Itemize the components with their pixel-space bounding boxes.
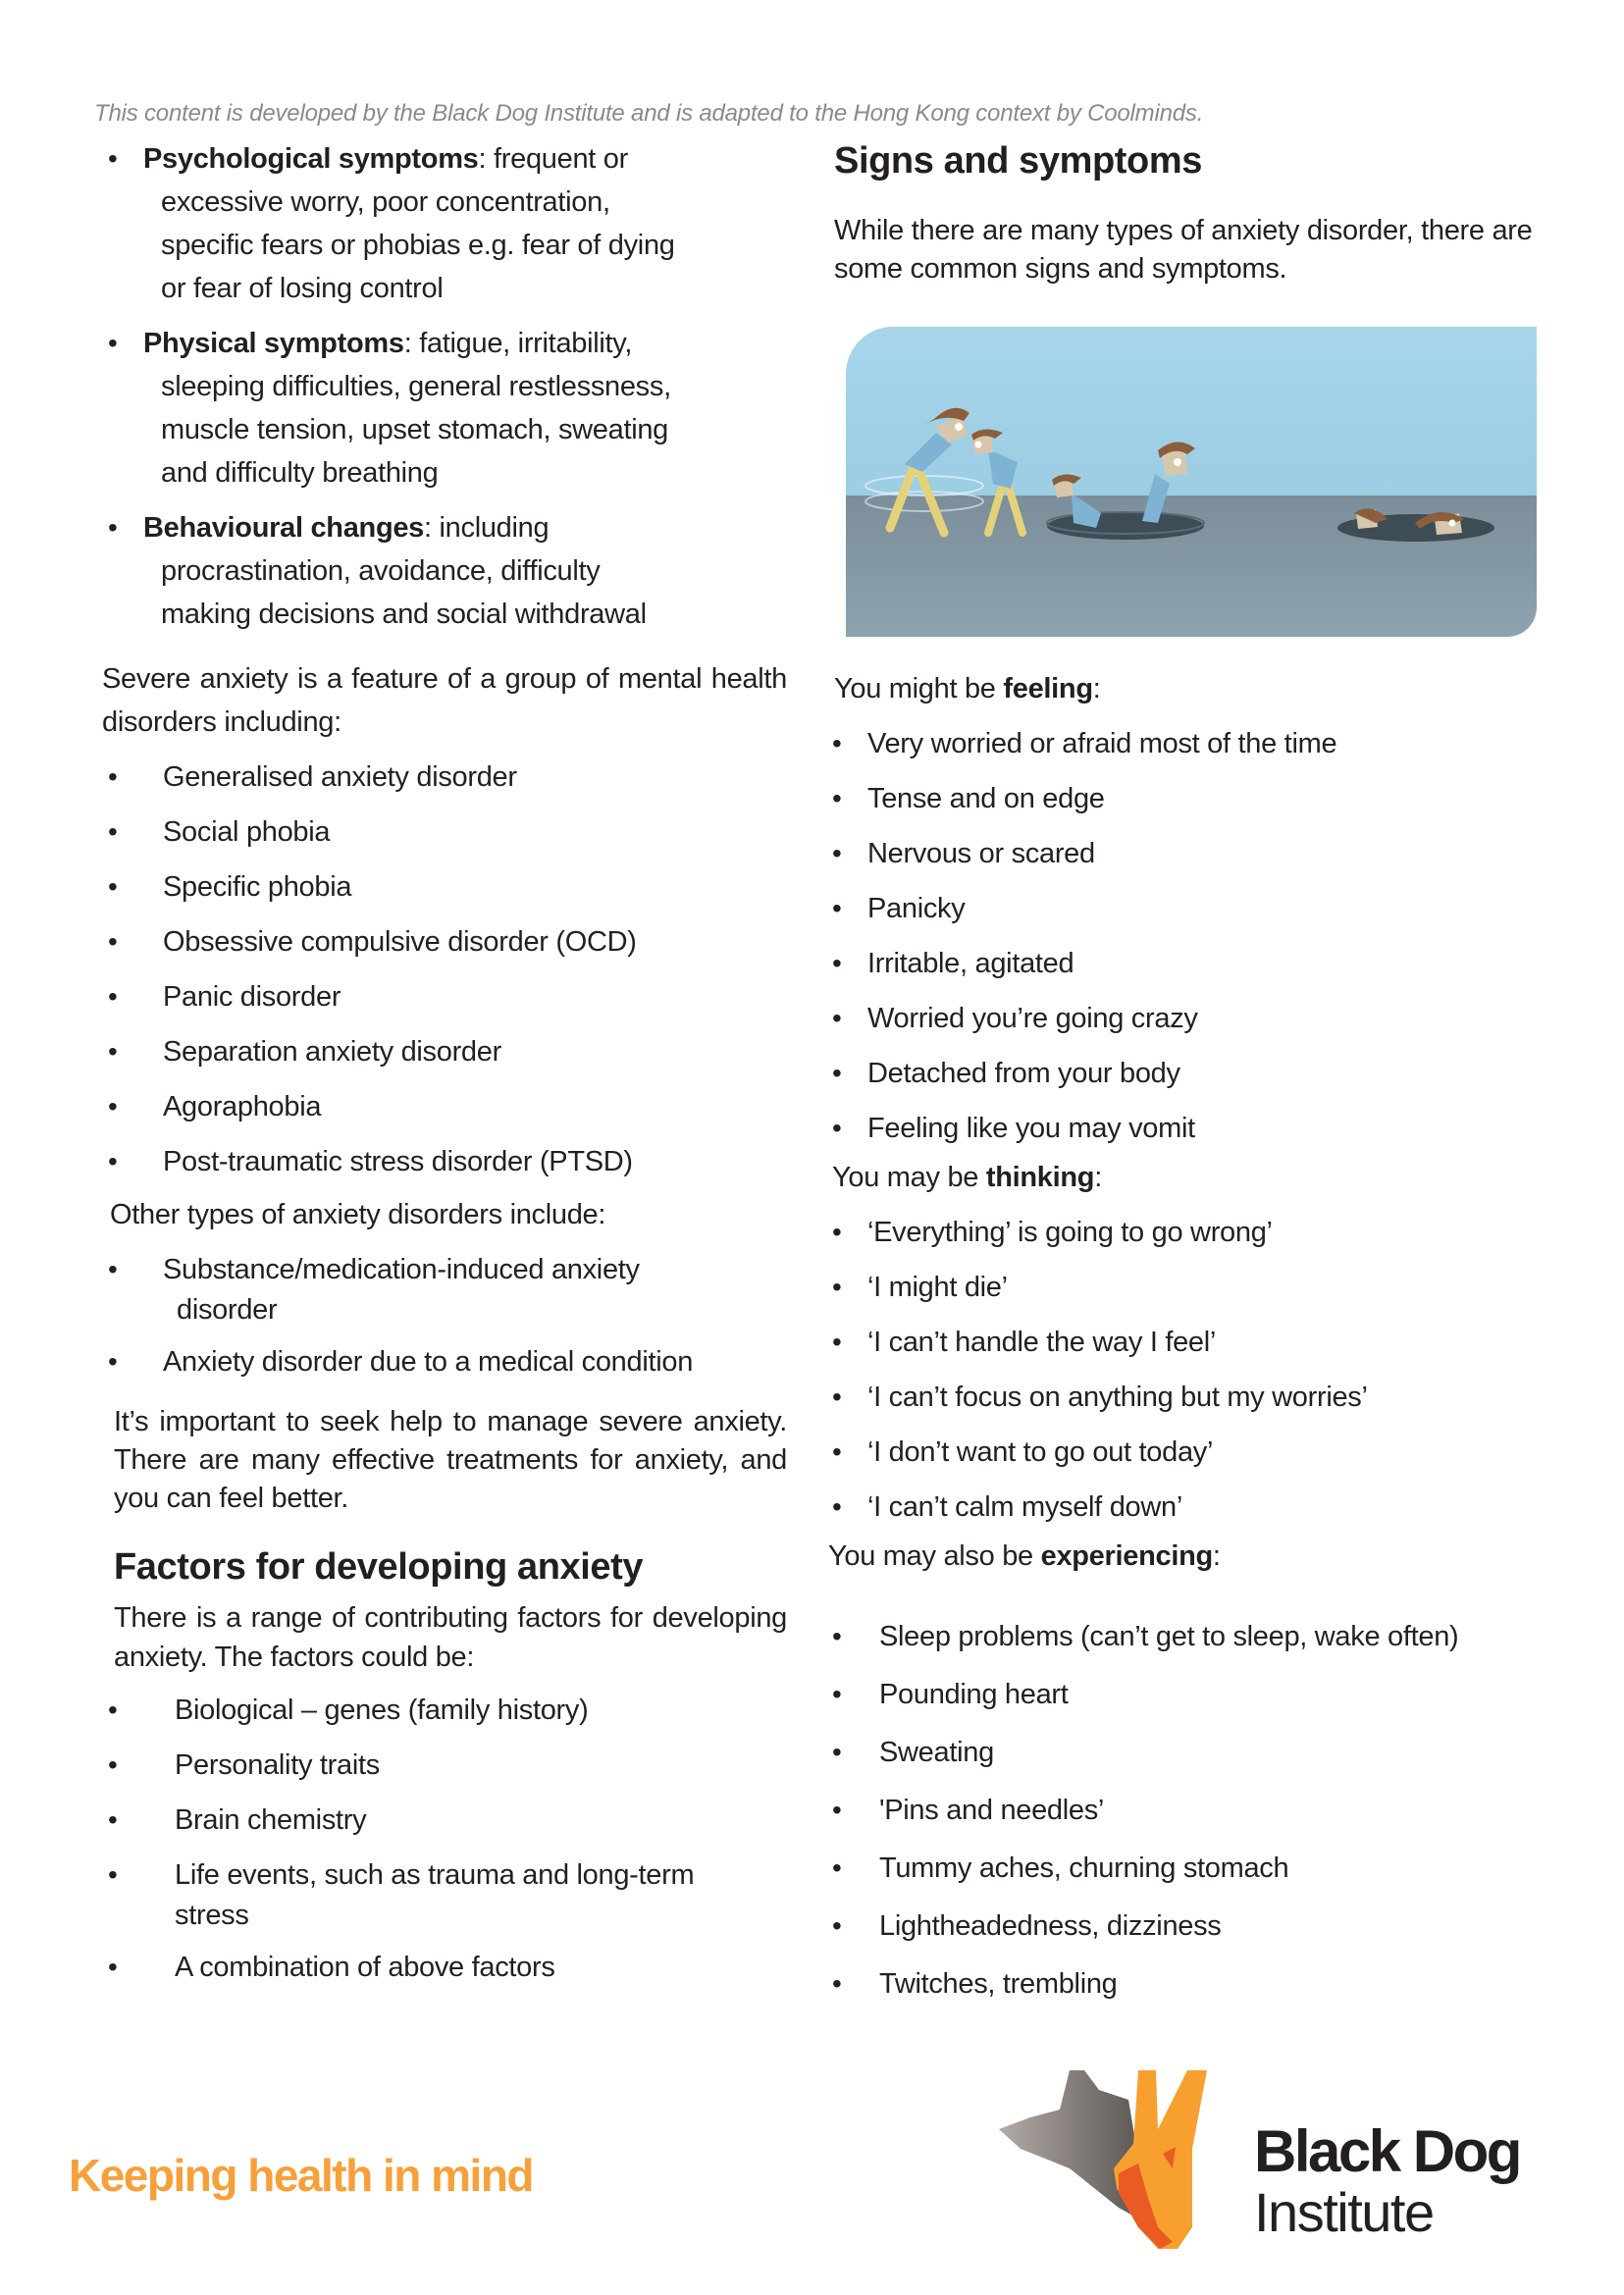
disorder-item-text: Specific phobia (163, 871, 352, 903)
symptom-group-item (104, 322, 787, 495)
thinking-item (832, 1486, 1558, 1529)
bullet-icon: • (108, 926, 118, 957)
symptom-group-line: excessive worry, poor concentration, (161, 186, 610, 218)
thinking-label (832, 1156, 1558, 1199)
bullet-icon: • (108, 512, 118, 543)
bullet-icon: • (832, 893, 842, 923)
disorder-item-text: Post-traumatic stress disorder (PTSD) (163, 1146, 633, 1177)
other-disorders-list (104, 1248, 787, 1383)
bullet-icon: • (832, 1795, 842, 1825)
thinking-item (832, 1266, 1558, 1309)
disorder-item (104, 810, 787, 854)
bullet-icon: • (108, 1695, 118, 1725)
bullet-icon: • (832, 1382, 842, 1412)
thinking-list (832, 1211, 1558, 1529)
feeling-item-text: Detached from your body (867, 1058, 1180, 1089)
bullet-icon: • (832, 948, 842, 978)
bullet-icon: • (108, 1091, 118, 1121)
experiencing-item-text: Sweating (879, 1737, 994, 1768)
feeling-item (832, 997, 1558, 1040)
thinking-item-text: ‘I can’t focus on anything but my worries’ (867, 1382, 1368, 1413)
symptom-group-item (104, 137, 787, 310)
feeling-item-text: Feeling like you may vomit (867, 1113, 1195, 1144)
feeling-prefix: You might be (834, 673, 1004, 704)
disorder-item-text: Separation anxiety disorder (163, 1036, 501, 1068)
right-column-lists (828, 667, 1558, 2020)
experiencing-item (832, 1615, 1558, 1658)
bullet-icon: • (832, 1852, 842, 1883)
experiencing-item (832, 1731, 1558, 1774)
bullet-icon: • (832, 1968, 842, 1999)
disorder-item-text: Social phobia (163, 816, 331, 848)
factor-item-text: A combination of above factors (175, 1952, 555, 1983)
feeling-item (832, 942, 1558, 985)
experiencing-item-text: Twitches, trembling (879, 1968, 1118, 2000)
bullet-icon: • (832, 783, 842, 813)
bullet-icon: • (832, 1058, 842, 1088)
thinking-item-text: ‘I can’t handle the way I feel’ (867, 1327, 1217, 1358)
bullet-icon: • (832, 1272, 842, 1302)
bullet-icon: • (108, 871, 118, 902)
seek-help-paragraph: It’s important to seek help to manage severe anxiety. There are many effective treatments for anxiety, and you can feel better. (114, 1406, 787, 1514)
other-types-intro: Other types of anxiety disorders include: (110, 1199, 606, 1230)
symptom-group-lead: : frequent or (478, 143, 628, 175)
bullet-icon: • (108, 1804, 118, 1835)
thinking-item (832, 1376, 1558, 1419)
logo-name-line2: Institute (1254, 2181, 1434, 2243)
factors-heading: Factors for developing anxiety (114, 1546, 644, 1588)
thinking-item-text: ‘I can’t calm myself down’ (867, 1491, 1182, 1523)
experiencing-item-text: 'Pins and needles’ (879, 1795, 1105, 1826)
symptom-group-line: muscle tension, upset stomach, sweating (161, 414, 669, 445)
symptom-group-line: specific fears or phobias e.g. fear of dying (161, 230, 675, 261)
experiencing-item (832, 1904, 1558, 1948)
symptom-groups (104, 137, 787, 636)
bullet-icon: • (108, 761, 118, 792)
experiencing-prefix: You may also be (828, 1540, 1041, 1572)
symptom-group-line: and difficulty breathing (161, 457, 439, 489)
bullet-icon: • (108, 1036, 118, 1067)
other-disorder-item-text-cont: disorder (177, 1294, 278, 1326)
feeling-item-text: Tense and on edge (867, 783, 1105, 814)
disorder-item (104, 865, 787, 909)
symptom-group-line: or fear of losing control (161, 273, 444, 304)
left-column (104, 137, 787, 2001)
thinking-prefix: You may be (832, 1162, 986, 1193)
bullet-icon: • (832, 1113, 842, 1143)
bullet-icon: • (108, 143, 118, 174)
disorder-item-text: Panic disorder (163, 981, 341, 1013)
experiencing-suffix: : (1212, 1540, 1221, 1572)
disorder-item-text: Agoraphobia (163, 1091, 322, 1122)
disorder-item (104, 920, 787, 964)
footer-tagline: Keeping health in mind (69, 2150, 534, 2201)
thinking-item-text: ‘I don’t want to go out today’ (867, 1436, 1214, 1468)
bullet-icon: • (108, 1346, 118, 1377)
bullet-icon: • (832, 728, 842, 758)
experiencing-label (828, 1535, 1558, 1578)
other-disorder-item-text: Substance/medication-induced anxiety (163, 1254, 640, 1285)
feeling-bold: feeling (1003, 673, 1093, 704)
feeling-item (832, 777, 1558, 820)
bullet-icon: • (832, 1003, 842, 1033)
bullet-icon: • (108, 1952, 118, 1982)
experiencing-item-text: Sleep problems (can’t get to sleep, wake often) (879, 1621, 1459, 1652)
feeling-item-text: Irritable, agitated (867, 948, 1074, 979)
symptom-group-lead: : including (424, 512, 550, 544)
feeling-item-text: Panicky (867, 893, 966, 924)
bullet-icon: • (108, 328, 118, 358)
factor-item-text: Life events, such as trauma and long-term (175, 1859, 695, 1891)
symptom-group-first-line (143, 506, 787, 549)
right-column (832, 137, 1558, 288)
thinking-bold: thinking (985, 1162, 1095, 1193)
bullet-icon: • (108, 816, 118, 847)
symptom-group-line: sleeping difficulties, general restlessness, (161, 371, 671, 402)
bullet-icon: • (832, 1217, 842, 1247)
factor-item-text: Personality traits (175, 1749, 380, 1781)
experiencing-item (832, 1962, 1558, 2006)
feeling-suffix: : (1092, 673, 1101, 704)
other-disorder-item (104, 1340, 787, 1383)
signs-heading: Signs and symptoms (834, 140, 1202, 182)
thinking-item-text: ‘I might die’ (867, 1272, 1008, 1303)
disorder-item (104, 1085, 787, 1128)
experiencing-item-text: Lightheadedness, dizziness (879, 1910, 1222, 1942)
bullet-icon: • (832, 1491, 842, 1522)
thinking-item (832, 1211, 1558, 1254)
feeling-item (832, 832, 1558, 875)
experiencing-list (832, 1615, 1558, 2006)
feeling-item-text: Nervous or scared (867, 838, 1095, 869)
symptom-group-first-line (143, 322, 787, 365)
symptom-group-line: procrastination, avoidance, difficulty (161, 555, 601, 587)
experiencing-item (832, 1673, 1558, 1716)
thinking-item (832, 1431, 1558, 1474)
bullet-icon: • (108, 1254, 118, 1284)
disorder-item (104, 1030, 787, 1073)
bullet-icon: • (832, 1327, 842, 1357)
bullet-icon: • (832, 838, 842, 868)
disorder-item (104, 756, 787, 799)
other-disorder-item-text: Anxiety disorder due to a medical condition (163, 1346, 694, 1378)
thinking-item (832, 1321, 1558, 1364)
experiencing-bold: experiencing (1040, 1540, 1213, 1572)
symptom-group-first-line (143, 137, 787, 181)
feeling-item (832, 887, 1558, 930)
experiencing-item-text: Tummy aches, churning stomach (879, 1852, 1289, 1884)
thinking-item-text: ‘Everything’ is going to go wrong’ (867, 1217, 1273, 1248)
bullet-icon: • (108, 1859, 118, 1890)
illustration-svg (846, 327, 1537, 637)
factor-item-text-cont: stress (175, 1900, 249, 1931)
bullet-icon: • (832, 1621, 842, 1651)
disorder-item (104, 1140, 787, 1183)
signs-intro: While there are many types of anxiety disorder, there are some common signs and symptoms. (834, 215, 1533, 285)
disorder-item-text: Obsessive compulsive disorder (OCD) (163, 926, 637, 958)
attribution-text: This content is developed by the Black Dog Institute and is adapted to the Hong Kong context by Coolminds. (94, 100, 1204, 127)
symptom-group-title: Physical symptoms (143, 328, 404, 359)
feeling-label (834, 667, 1558, 710)
factors-intro: There is a range of contributing factors for developing anxiety. The factors could be: (114, 1602, 787, 1673)
logo-name-line1: Black Dog (1254, 2118, 1520, 2184)
factor-item-text: Biological – genes (family history) (175, 1695, 589, 1726)
feeling-item (832, 1052, 1558, 1095)
bullet-icon: • (832, 1679, 842, 1709)
symptom-group-title: Psychological symptoms (143, 143, 479, 175)
bullet-icon: • (108, 981, 118, 1012)
symptom-group-title: Behavioural changes (143, 512, 425, 544)
bullet-icon: • (108, 1749, 118, 1780)
other-disorder-item (104, 1248, 787, 1329)
disorder-item (104, 975, 787, 1018)
feeling-list (832, 722, 1558, 1150)
factors-list (104, 1689, 787, 1989)
experiencing-item (832, 1789, 1558, 1832)
bullet-icon: • (832, 1436, 842, 1467)
factor-item (104, 1744, 787, 1787)
symptom-group-line: making decisions and social withdrawal (161, 599, 647, 630)
factor-item (104, 1799, 787, 1842)
thinking-suffix: : (1094, 1162, 1102, 1193)
symptom-group-item (104, 506, 787, 636)
severe-anxiety-intro: Severe anxiety is a feature of a group of mental health disorders including: (102, 663, 787, 738)
feeling-item (832, 722, 1558, 765)
experiencing-item (832, 1847, 1558, 1890)
experiencing-item-text: Pounding heart (879, 1679, 1069, 1710)
bullet-icon: • (832, 1737, 842, 1767)
bullet-icon: • (832, 1910, 842, 1941)
factor-item-text: Brain chemistry (175, 1804, 367, 1836)
bullet-icon: • (108, 1146, 118, 1176)
feeling-item (832, 1107, 1558, 1150)
factor-item (104, 1853, 787, 1934)
disorders-list (104, 756, 787, 1183)
sinking-person-illustration (846, 327, 1537, 637)
disorder-item-text: Generalised anxiety disorder (163, 761, 517, 793)
factor-item (104, 1689, 787, 1732)
feeling-item-text: Worried you’re going crazy (867, 1003, 1198, 1034)
feeling-item-text: Very worried or afraid most of the time (867, 728, 1337, 759)
symptom-group-lead: : fatigue, irritability, (403, 328, 633, 359)
factor-item (104, 1946, 787, 1989)
